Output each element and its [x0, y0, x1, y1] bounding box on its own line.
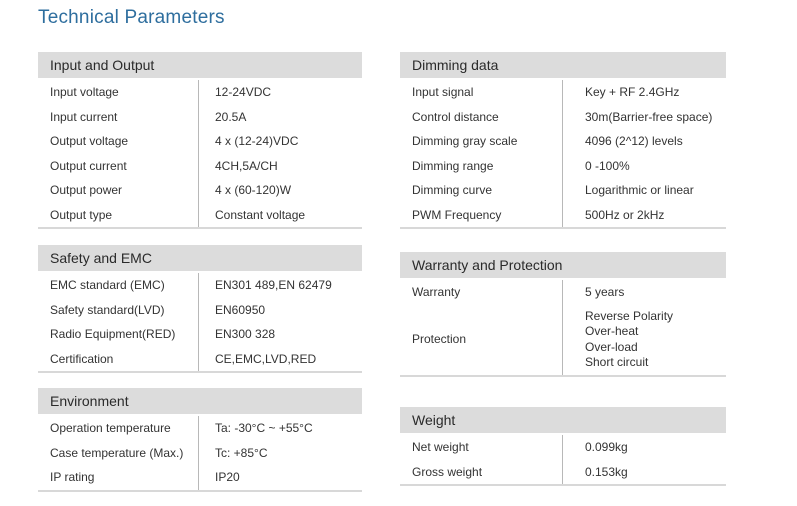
row-value: IP20 [198, 465, 362, 490]
table-row [400, 203, 726, 228]
table-row [400, 129, 726, 154]
table-row [400, 280, 726, 305]
table-row [38, 80, 362, 105]
row-label: Gross weight [412, 464, 483, 479]
panel-heading: Input and Output [38, 52, 362, 78]
row-value: CE,EMC,LVD,RED [198, 347, 362, 372]
row-label: Input current [50, 109, 118, 124]
table-row [38, 322, 362, 347]
row-label: Output voltage [50, 134, 129, 148]
row-value: EN300 328 [198, 322, 362, 347]
table-row [38, 465, 362, 490]
row-value: 4096 (2^12) levels [562, 129, 726, 154]
row-label: Warranty [412, 285, 461, 299]
row-label: Input signal [412, 85, 474, 99]
environment-panel [38, 388, 362, 492]
row-label: Input voltage [50, 85, 119, 99]
table-row [400, 435, 726, 460]
list-item: Over-heat [585, 324, 639, 338]
row-value: 0.099kg [562, 435, 726, 460]
weight-panel [400, 407, 726, 486]
table-row [38, 273, 362, 298]
row-label: Certification [50, 351, 114, 366]
table-row [38, 129, 362, 154]
row-value: 4 x (60-120)W [198, 178, 362, 203]
table-row [38, 178, 362, 203]
panel-heading: Dimming data [400, 52, 726, 78]
row-label: Output current [50, 158, 127, 173]
row-value: Logarithmic or linear [562, 178, 726, 203]
row-label: Dimming curve [412, 183, 493, 197]
protection-values [562, 305, 726, 375]
table-row [400, 460, 726, 485]
table-row [38, 203, 362, 228]
page-title: Technical Parameters [38, 7, 225, 28]
row-label: Operation temperature [50, 421, 171, 435]
row-label: Net weight [412, 440, 469, 454]
table-row [400, 178, 726, 203]
row-label: EMC standard (EMC) [50, 278, 165, 292]
row-value: 20.5A [198, 105, 362, 130]
table-row [400, 154, 726, 179]
row-label: Protection [412, 332, 467, 346]
table-row [38, 441, 362, 466]
dimming-data-panel [400, 52, 726, 229]
table-row [400, 80, 726, 105]
row-value: 12-24VDC [198, 80, 362, 105]
row-label: Dimming gray scale [412, 134, 518, 148]
row-label: Control distance [412, 109, 499, 124]
row-label: PWM Frequency [412, 207, 502, 222]
row-label: Dimming range [412, 158, 494, 173]
row-value: 0 -100% [562, 154, 726, 179]
row-label: Safety standard(LVD) [50, 302, 165, 317]
row-value: Ta: -30°C ~ +55°C [198, 416, 362, 441]
row-value: Constant voltage [198, 203, 362, 228]
row-value: 4 x (12-24)VDC [198, 129, 362, 154]
table-row [400, 105, 726, 130]
row-value: 4CH,5A/CH [198, 154, 362, 179]
input-output-panel [38, 52, 362, 229]
row-value: 0.153kg [562, 460, 726, 485]
row-label: Radio Equipment(RED) [50, 327, 176, 341]
list-item: Over-load [585, 339, 638, 354]
row-label: Output power [50, 183, 123, 197]
list-item: Reverse Polarity [585, 308, 674, 323]
panel-heading: Weight [400, 407, 726, 433]
panel-heading: Safety and EMC [38, 245, 362, 271]
row-value: EN60950 [198, 298, 362, 323]
table-row [38, 416, 362, 441]
list-item: Short circuit [585, 355, 649, 369]
row-value: Tc: +85°C [198, 441, 362, 466]
row-label: IP rating [50, 470, 95, 484]
panel-heading: Environment [38, 388, 362, 414]
safety-emc-panel [38, 245, 362, 373]
row-label: Output type [50, 207, 113, 222]
row-label: Case temperature (Max.) [50, 445, 184, 460]
row-value: EN301 489,EN 62479 [198, 273, 362, 298]
table-row [38, 105, 362, 130]
table-row [400, 305, 726, 375]
panel-heading: Warranty and Protection [400, 252, 726, 278]
table-row [38, 347, 362, 372]
row-value: 500Hz or 2kHz [562, 203, 726, 228]
table-row [38, 154, 362, 179]
row-value: Key + RF 2.4GHz [562, 80, 726, 105]
table-row [38, 298, 362, 323]
row-value: 30m(Barrier-free space) [562, 105, 726, 130]
warranty-protection-panel [400, 252, 726, 377]
row-value: 5 years [562, 280, 726, 305]
